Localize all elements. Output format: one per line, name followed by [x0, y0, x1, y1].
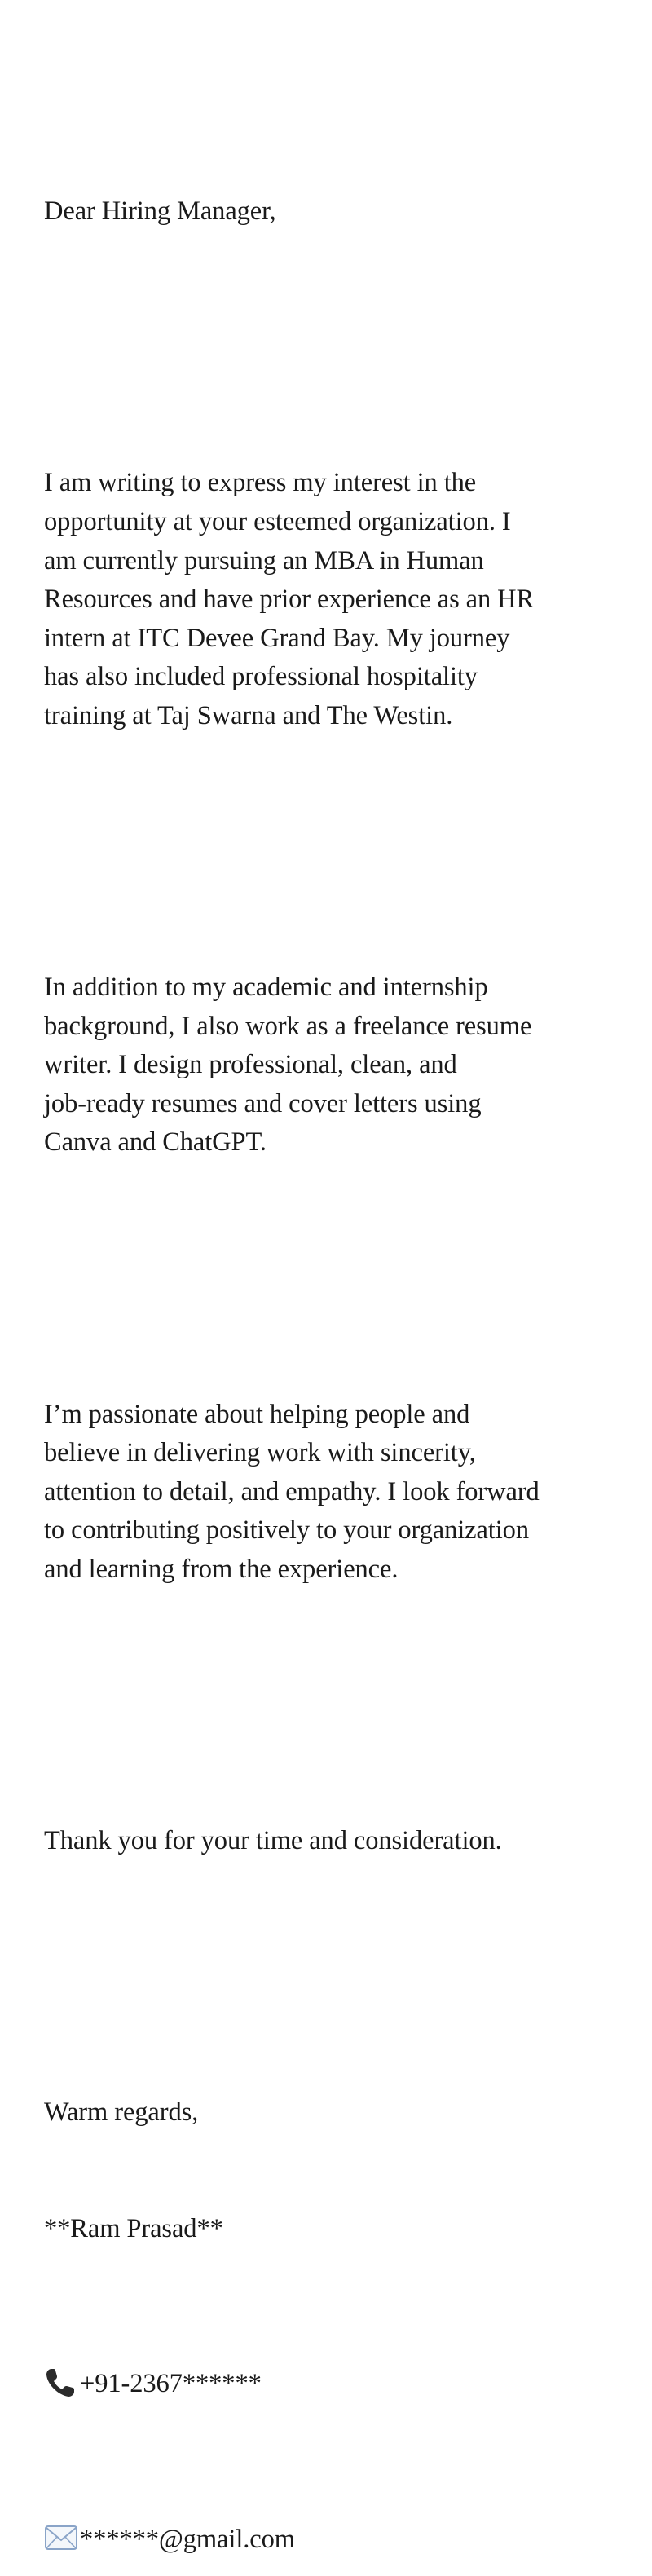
signature-name: **Ram Prasad**	[44, 2214, 223, 2244]
paragraph-thanks: Thank you for your time and consideration.	[44, 1826, 502, 1856]
paragraph-gap	[44, 1667, 615, 1706]
paragraph-gap	[44, 1939, 615, 1978]
paragraph-gap	[44, 309, 615, 348]
paragraph-gap	[44, 1240, 615, 1279]
closing: Warm regards,	[44, 2097, 199, 2128]
paragraph-freelance: In addition to my academic and internship background, I also work as a freelance resume writer. I design professional, clean, and job-ready resumes and cover letters using Canva and ChatGPT.	[44, 973, 532, 1158]
paragraph-intro: I am writing to express my interest in the opportunity at your esteemed organization. I am currently pursuing an MBA in Human Resources and have prior experience as an HR intern at ITC Devee Grand Bay. My journey has also included professional hospitality training at Taj Swarna and The Westin.	[44, 468, 535, 730]
paragraph-gap	[44, 814, 615, 853]
email-line	[44, 2521, 615, 2560]
phone-line	[44, 2365, 615, 2404]
cover-letter	[44, 115, 615, 2576]
email-address: ******@gmail.com	[80, 2524, 295, 2554]
phone-number: +91-2367******	[80, 2369, 262, 2399]
paragraph-passion: I’m passionate about helping people and believe in delivering work with sincerity, attention to detail, and empathy. I look forward to contributing positively to your organization and learning from the experience.	[44, 1399, 540, 1584]
salutation: Dear Hiring Manager,	[44, 196, 276, 227]
